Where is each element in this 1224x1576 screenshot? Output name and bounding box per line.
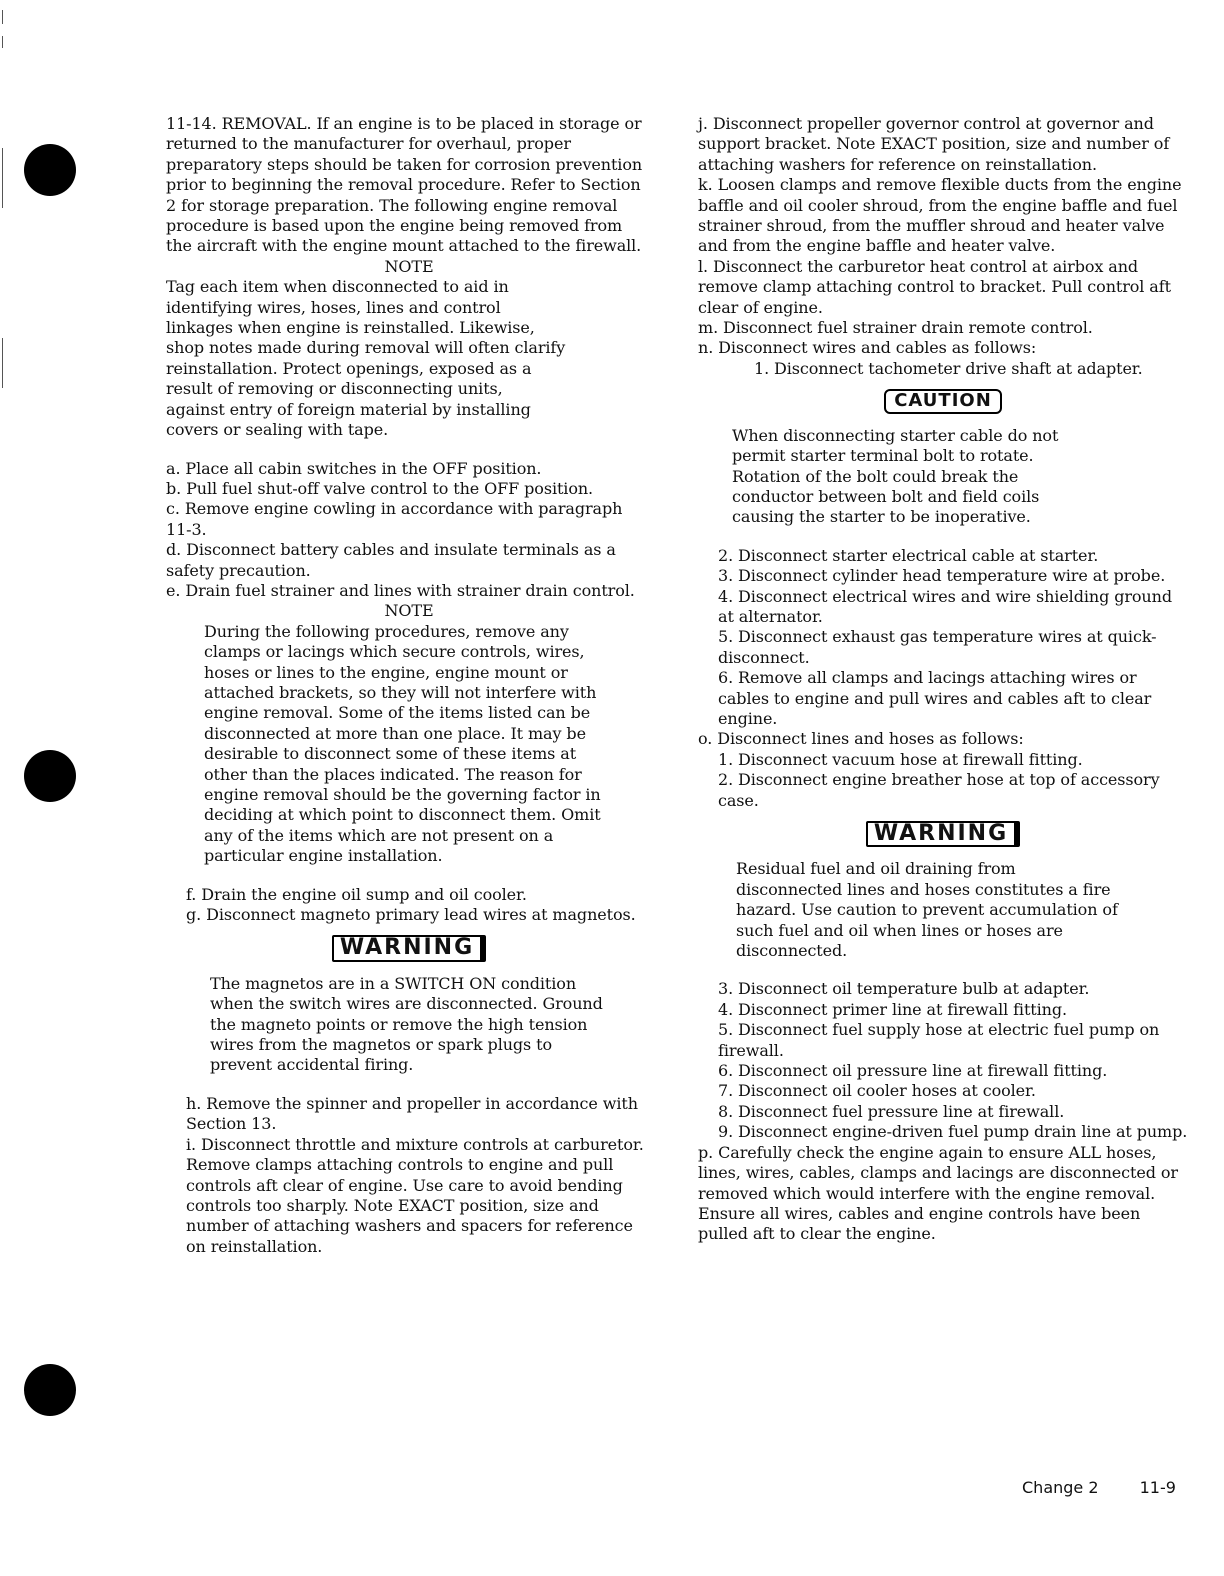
left-column <box>166 114 652 1257</box>
substep-o2: 2. Disconnect engine breather hose at top of accessory case. <box>718 770 1160 810</box>
step-o: o. Disconnect lines and hoses as follows: <box>698 729 1024 749</box>
spacer <box>166 441 652 459</box>
substep-o5: 5. Disconnect fuel supply hose at electric fuel pump on firewall. <box>718 1020 1160 1060</box>
step-i: i. Disconnect throttle and mixture controls at carburetor. Remove clamps attaching controls to engine and pull controls aft clear of engine. Use care to avoid bending controls too sharply. Note EXACT position, size and number of attaching washers and spacers for reference on reinstallation. <box>186 1134 644 1256</box>
binder-hole <box>24 750 76 802</box>
note-procedures-text: During the following procedures, remove any clamps or lacings which secure controls, wires, hoses or lines to the engine, engine mount or attached brackets, so they will not interfere with engine removal. Some of the items listed can be disconnected at more than one place. It may be desirable to disconnect some of these items at other than the places indicated. The reason for engine removal should be the governing factor in deciding at which point to disconnect them. Omit any of the items which are not present on a particular engine installation. <box>204 621 601 866</box>
spacer <box>166 867 652 885</box>
substep-o7: 7. Disconnect oil cooler hoses at cooler. <box>718 1081 1036 1101</box>
substep-o1: 1. Disconnect vacuum hose at firewall fitting. <box>718 749 1083 769</box>
binder-hole <box>24 1364 76 1416</box>
note-heading: NOTE <box>384 601 434 621</box>
step-p: p. Carefully check the engine again to ensure ALL hoses, lines, wires, cables, clamps and lacings are disconnected or removed which would interfere with the engine removal. Ensure all wires, cables and engine controls have been pulled aft to clear the engine. <box>698 1142 1178 1244</box>
substep-n3: 3. Disconnect cylinder head temperature wire at probe. <box>718 566 1166 586</box>
step-d: d. Disconnect battery cables and insulate terminals as a safety precaution. <box>166 540 616 580</box>
substep-n5: 5. Disconnect exhaust gas temperature wires at quick-disconnect. <box>718 627 1157 667</box>
step-a: a. Place all cabin switches in the OFF position. <box>166 458 542 478</box>
substep-n4: 4. Disconnect electrical wires and wire shielding ground at alternator. <box>718 586 1172 626</box>
caution-badge: CAUTION <box>884 389 1002 413</box>
warning-magneto-text: The magnetos are in a SWITCH ON condition when the switch wires are disconnected. Ground the magneto points or remove the high tension wires from the magnetos or spark plugs to prevent accidental firing. <box>210 973 603 1075</box>
substep-o3: 3. Disconnect oil temperature bulb at adapter. <box>718 979 1090 999</box>
warning-badge: WARNING <box>332 935 486 961</box>
scan-edge-mark <box>2 36 3 48</box>
step-e: e. Drain fuel strainer and lines with strainer drain control. <box>166 580 635 600</box>
change-number: Change 2 <box>1022 1478 1099 1497</box>
page-footer <box>1022 1478 1176 1497</box>
step-b: b. Pull fuel shut-off valve control to the OFF position. <box>166 478 594 498</box>
warning-badge: WARNING <box>866 821 1020 847</box>
substep-n6: 6. Remove all clamps and lacings attaching wires or cables to engine and pull wires and cables aft to clear engine. <box>718 668 1152 728</box>
step-g: g. Disconnect magneto primary lead wires at magnetos. <box>186 905 636 925</box>
caution-starter-text: When disconnecting starter cable do not permit starter terminal bolt to rotate. Rotation of the bolt could break the conductor between bolt and field coils causing the starter to be inoperative. <box>732 425 1059 527</box>
warning-badge-row <box>166 935 652 961</box>
removal-intro-paragraph: 11-14. REMOVAL. If an engine is to be placed in storage or returned to the manufacturer for overhaul, proper preparatory steps should be taken for corrosion prevention prior to beginning the removal procedure. Refer to Section 2 for storage preparation. The following engine removal procedure is based upon the engine being removed from the aircraft with the engine mount attached to the firewall. <box>166 114 643 256</box>
page-number: 11-9 <box>1139 1478 1176 1497</box>
step-k: k. Loosen clamps and remove flexible ducts from the engine baffle and oil cooler shroud, from the engine baffle and fuel strainer shroud, from the muffler shroud and heater valve and from the engine baffle and heater valve. <box>698 175 1182 256</box>
spacer <box>698 528 1188 546</box>
substep-o6: 6. Disconnect oil pressure line at firewall fitting. <box>718 1061 1108 1081</box>
step-m: m. Disconnect fuel strainer drain remote control. <box>698 318 1093 338</box>
substep-n2: 2. Disconnect starter electrical cable at starter. <box>718 545 1099 565</box>
note-tagging-text: Tag each item when disconnected to aid in identifying wires, hoses, lines and control linkages when engine is reinstalled. Likewise, shop notes made during removal will often clarify reinstallation. Protect openings, exposed as a result of removing or disconnecting units, against entry of foreign material by installing covers or sealing with tape. <box>166 277 566 440</box>
substep-o8: 8. Disconnect fuel pressure line at firewall. <box>718 1101 1065 1121</box>
substep-o9: 9. Disconnect engine-driven fuel pump drain line at pump. <box>718 1122 1188 1142</box>
scan-edge-mark <box>2 338 3 388</box>
substep-n1: 1. Disconnect tachometer drive shaft at adapter. <box>754 358 1143 378</box>
step-c: c. Remove engine cowling in accordance with paragraph 11-3. <box>166 499 623 539</box>
scan-edge-mark <box>2 10 3 24</box>
binder-hole <box>24 144 76 196</box>
spacer <box>166 1076 652 1094</box>
step-j: j. Disconnect propeller governor control at governor and support bracket. Note EXACT position, size and number of attaching washers for reference on reinstallation. <box>698 114 1170 174</box>
warning-fuel-text: Residual fuel and oil draining from disconnected lines and hoses constitutes a fire hazard. Use caution to prevent accumulation of such fuel and oil when lines or hoses are disconnected. <box>736 859 1118 961</box>
step-n: n. Disconnect wires and cables as follows: <box>698 338 1037 358</box>
substep-o4: 4. Disconnect primer line at firewall fitting. <box>718 999 1067 1019</box>
step-h: h. Remove the spinner and propeller in accordance with Section 13. <box>186 1093 638 1134</box>
right-column <box>698 114 1188 1245</box>
step-l: l. Disconnect the carburetor heat control at airbox and remove clamp attaching control to bracket. Pull control aft clear of engine. <box>698 256 1171 317</box>
note-heading: NOTE <box>384 256 434 276</box>
scan-edge-mark <box>2 148 3 208</box>
step-f: f. Drain the engine oil sump and oil cooler. <box>186 884 527 904</box>
warning-badge-row <box>698 821 1188 847</box>
spacer <box>698 961 1188 979</box>
caution-badge-row <box>698 389 1188 413</box>
